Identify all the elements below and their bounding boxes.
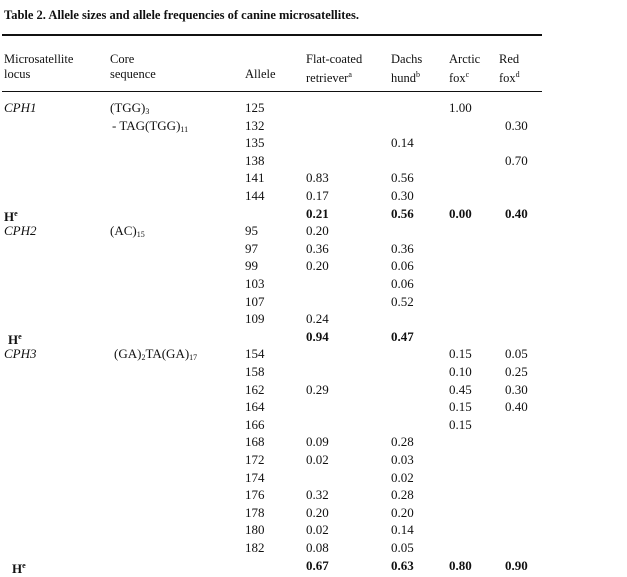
allele-size: 97 xyxy=(245,240,258,256)
allele-size: 141 xyxy=(245,170,265,186)
frequency-flat: 0.29 xyxy=(306,381,329,397)
table-row xyxy=(0,381,627,398)
table-row xyxy=(0,539,627,556)
heterozygosity-red: 0.40 xyxy=(505,205,528,221)
allele-size: 154 xyxy=(245,346,265,362)
top-rule xyxy=(2,34,542,36)
allele-size: 174 xyxy=(245,469,265,485)
frequency-dachs: 0.03 xyxy=(391,452,414,467)
table-row xyxy=(0,451,627,468)
frequency-red: 0.05 xyxy=(505,346,528,362)
table-row xyxy=(0,469,627,486)
heterozygosity-red: 0.90 xyxy=(505,557,528,573)
frequency-flat: 0.09 xyxy=(306,434,329,450)
table-row xyxy=(0,257,627,274)
header-dachs-line2: hund$^b$ xyxy=(391,70,420,85)
table-row xyxy=(0,117,627,134)
allele-size: 99 xyxy=(245,258,258,274)
frequency-dachs: 0.14 xyxy=(391,135,414,151)
table-row xyxy=(0,345,627,362)
locus-name: CPH1 xyxy=(4,100,37,115)
header-core-line2: sequence xyxy=(110,67,156,81)
allele-size: 138 xyxy=(245,152,265,168)
frequency-dachs: 0.30 xyxy=(391,188,414,203)
header-locus xyxy=(4,52,73,82)
heterozygosity-label: $H^e$ xyxy=(4,208,18,224)
allele-size: 95 xyxy=(245,223,258,239)
frequency-flat: 0.20 xyxy=(306,223,329,239)
allele-size: 176 xyxy=(245,487,265,503)
allele-size: 178 xyxy=(245,504,265,520)
header-red-line2: fox$^d$ xyxy=(499,70,520,85)
heterozygosity-row xyxy=(0,557,627,574)
allele-size: 109 xyxy=(245,311,265,327)
header-core-line1: Core xyxy=(110,52,135,66)
allele-size: 166 xyxy=(245,416,265,432)
frequency-flat: 0.08 xyxy=(306,540,329,555)
core-sequence: $(GA)_2TA(GA)_{17}$ xyxy=(114,346,198,363)
header-dachshund xyxy=(391,52,422,86)
table-row xyxy=(0,222,627,239)
table-row xyxy=(0,433,627,450)
table-row xyxy=(0,363,627,380)
header-allele: Allele xyxy=(245,67,276,81)
core-sequence: $(AC)_{15}$ xyxy=(110,223,145,240)
allele-size: 144 xyxy=(245,188,265,203)
frequency-dachs: 0.05 xyxy=(391,540,414,555)
frequency-arctic: 0.10 xyxy=(449,364,472,379)
heterozygosity-label: $H^e$ xyxy=(8,331,22,347)
frequency-flat: 0.24 xyxy=(306,311,329,327)
core-sequence: $(TGG)_3$ xyxy=(110,100,150,116)
header-flat-line1: Flat-coated xyxy=(306,52,363,66)
frequency-flat: 0.02 xyxy=(306,452,329,467)
frequency-dachs: 0.56 xyxy=(391,170,414,186)
frequency-red: 0.70 xyxy=(505,152,528,168)
table-row xyxy=(0,169,627,186)
heterozygosity-row xyxy=(0,205,627,222)
allele-size: 180 xyxy=(245,522,265,538)
header-flat-line2: retriever$^a$ xyxy=(306,70,352,85)
frequency-dachs: 0.20 xyxy=(391,504,414,520)
allele-size: 103 xyxy=(245,276,265,291)
allele-size: 168 xyxy=(245,434,265,450)
frequency-flat: 0.20 xyxy=(306,504,329,520)
table-row xyxy=(0,504,627,521)
header-flat-coated xyxy=(306,52,362,86)
frequency-dachs: 0.02 xyxy=(391,469,414,485)
heterozygosity-flat: 0.21 xyxy=(306,205,329,221)
allele-size: 182 xyxy=(245,540,265,555)
frequency-flat: 0.32 xyxy=(306,487,329,503)
frequency-dachs: 0.06 xyxy=(391,276,414,291)
table-row xyxy=(0,240,627,257)
allele-size: 172 xyxy=(245,452,265,467)
frequency-arctic: 0.15 xyxy=(449,346,472,362)
frequency-flat: 0.02 xyxy=(306,522,329,538)
table-row xyxy=(0,398,627,415)
frequency-flat: 0.83 xyxy=(306,170,329,186)
allele-size: 135 xyxy=(245,135,265,151)
header-arctic-line1: Arctic xyxy=(449,52,481,66)
allele-size: 107 xyxy=(245,293,265,309)
frequency-red: 0.30 xyxy=(505,117,528,133)
frequency-dachs: 0.28 xyxy=(391,487,414,503)
allele-size: 158 xyxy=(245,364,265,379)
table-row xyxy=(0,99,627,116)
frequency-arctic: 1.00 xyxy=(449,100,472,115)
locus-name: CPH2 xyxy=(4,223,37,239)
frequency-dachs: 0.14 xyxy=(391,522,414,538)
allele-size: 162 xyxy=(245,381,265,397)
header-locus-line1: Microsatellite xyxy=(4,52,74,66)
header-rule xyxy=(2,91,542,92)
frequency-dachs: 0.36 xyxy=(391,240,414,256)
frequency-dachs: 0.06 xyxy=(391,258,414,274)
header-dachs-line1: Dachs xyxy=(391,52,423,66)
frequency-arctic: 0.15 xyxy=(449,399,472,415)
table-row xyxy=(0,152,627,169)
frequency-red: 0.25 xyxy=(505,364,528,379)
frequency-red: 0.40 xyxy=(505,399,528,415)
allele-size: 125 xyxy=(245,100,265,115)
allele-size: 132 xyxy=(245,117,265,133)
heterozygosity-flat: 0.94 xyxy=(306,328,329,344)
heterozygosity-row xyxy=(0,328,627,345)
frequency-dachs: 0.52 xyxy=(391,293,414,309)
table-row xyxy=(0,293,627,310)
table-row xyxy=(0,134,627,151)
header-locus-line2: locus xyxy=(4,67,31,81)
frequency-flat: 0.36 xyxy=(306,240,329,256)
frequency-red: 0.30 xyxy=(505,381,528,397)
table-row xyxy=(0,187,627,204)
table-row xyxy=(0,486,627,503)
heterozygosity-dachs: 0.63 xyxy=(391,557,414,573)
table-caption: Table 2. Allele sizes and allele frequencies of canine microsatellites. xyxy=(4,8,359,22)
heterozygosity-flat: 0.67 xyxy=(306,557,329,573)
table-row xyxy=(0,310,627,327)
header-core xyxy=(110,52,156,82)
heterozygosity-dachs: 0.47 xyxy=(391,328,414,344)
table-row xyxy=(0,416,627,433)
table-row xyxy=(0,275,627,292)
frequency-dachs: 0.28 xyxy=(391,434,414,450)
heterozygosity-dachs: 0.56 xyxy=(391,205,414,221)
header-arctic-line2: fox$^c$ xyxy=(449,70,470,85)
locus-name: CPH3 xyxy=(4,346,37,362)
table-row xyxy=(0,521,627,538)
heterozygosity-arctic: 0.80 xyxy=(449,557,472,573)
frequency-flat: 0.17 xyxy=(306,188,329,203)
allele-size: 164 xyxy=(245,399,265,415)
header-arctic-fox xyxy=(449,52,480,86)
header-red-fox xyxy=(499,52,520,86)
heterozygosity-label: $H^e$ xyxy=(12,560,26,576)
header-red-line1: Red xyxy=(499,52,520,66)
frequency-arctic: 0.15 xyxy=(449,416,472,432)
frequency-arctic: 0.45 xyxy=(449,381,472,397)
frequency-flat: 0.20 xyxy=(306,258,329,274)
heterozygosity-arctic: 0.00 xyxy=(449,205,472,221)
core-sequence: - $TAG(TGG)_{11}$ xyxy=(112,117,189,134)
